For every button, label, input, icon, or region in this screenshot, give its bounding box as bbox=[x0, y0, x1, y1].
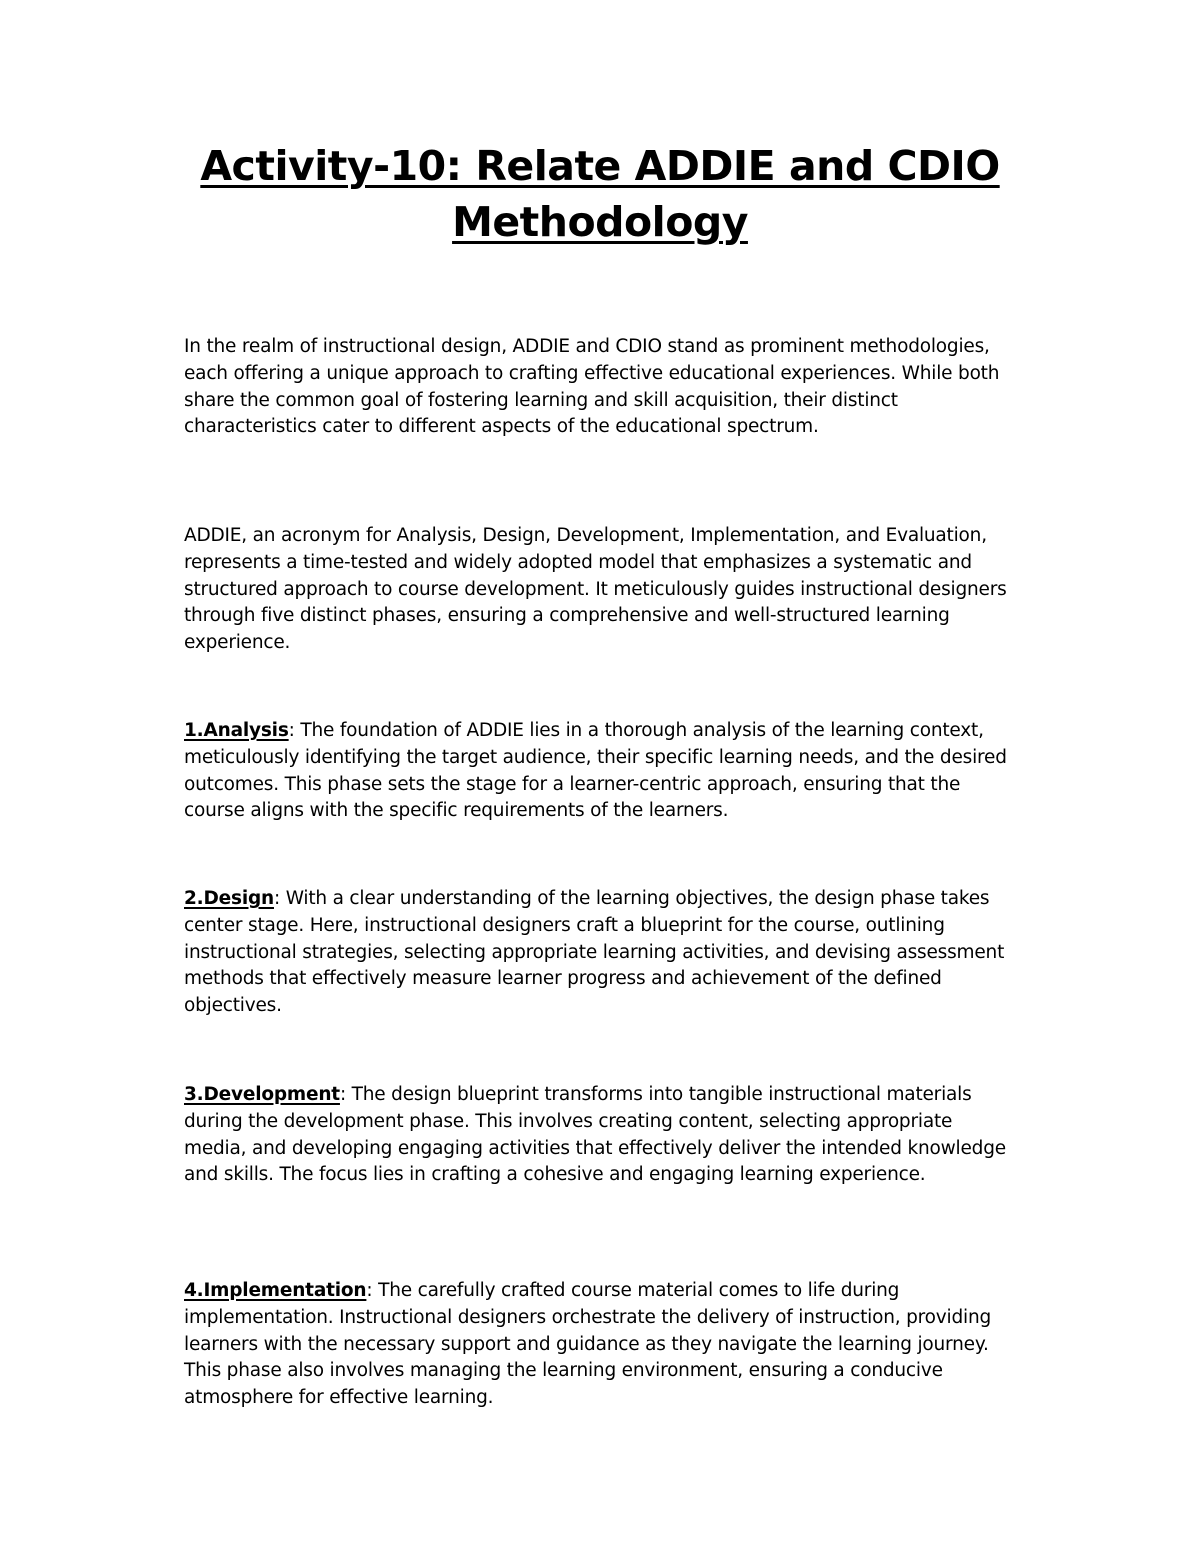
step-analysis-paragraph bbox=[184, 718, 1019, 825]
step-design-text: With a clear understanding of the learning objectives, the design phase takes center stage. Here, instructional designers craft a blueprint for the course, outlining instructional strategies, selecting appropriate learning activities, and devising assessment methods that effectively measure learner progress and achievement of the defined objectives. bbox=[184, 888, 1005, 1017]
step-development-separator: : bbox=[339, 1084, 346, 1105]
step-implementation-text: The carefully crafted course material comes to life during implementation. Instructional designers orchestrate the delivery of instruction, providing learners with the necessary support and guidance as they navigate the learning journey. This phase also involves managing the learning environment, ensuring a conducive atmosphere for effective learning. bbox=[184, 1280, 992, 1409]
addie-overview-paragraph: ADDIE, an acronym for Analysis, Design, Development, Implementation, and Evaluation, represents a time-tested and widely adopted model that emphasizes a systematic and structured approach to course development. It meticulously guides instructional designers through five distinct phases, ensuring a comprehensive and well-structured learning experience. bbox=[184, 525, 1007, 654]
step-analysis-text: The foundation of ADDIE lies in a thorough analysis of the learning context, meticulously identifying the target audience, their specific learning needs, and the desired outcomes. This phase sets the stage for a learner-centric approach, ensuring that the course aligns with the specific requirements of the learners. bbox=[184, 720, 1007, 822]
step-implementation-paragraph bbox=[184, 1278, 1019, 1412]
step-development-paragraph bbox=[184, 1082, 1019, 1189]
intro-paragraph: In the realm of instructional design, ADDIE and CDIO stand as prominent methodologies, each offering a unique approach to crafting effective educational experiences. While both share the common goal of fostering learning and skill acquisition, their distinct characteristics cater to different aspects of the educational spectrum. bbox=[184, 336, 1000, 438]
step-development-text: The design blueprint transforms into tangible instructional materials during the development phase. This involves creating content, selecting appropriate media, and developing engaging activities that effectively deliver the intended knowledge and skills. The focus lies in crafting a cohesive and engaging learning experience. bbox=[184, 1084, 1006, 1186]
step-design-heading: 2.Design bbox=[184, 888, 274, 909]
step-development-heading: 3.Development bbox=[184, 1084, 340, 1105]
page-title-text: Activity-10: Relate ADDIE and CDIO Methodology bbox=[200, 142, 1000, 246]
step-implementation-heading: 4.Implementation bbox=[184, 1280, 367, 1301]
step-design-separator: : bbox=[273, 888, 281, 909]
step-analysis-heading: 1.Analysis bbox=[184, 720, 289, 741]
step-analysis-separator: : bbox=[288, 720, 295, 741]
step-implementation-separator: : bbox=[366, 1280, 373, 1301]
step-design-paragraph bbox=[184, 886, 1019, 1020]
page-title bbox=[170, 138, 1030, 250]
